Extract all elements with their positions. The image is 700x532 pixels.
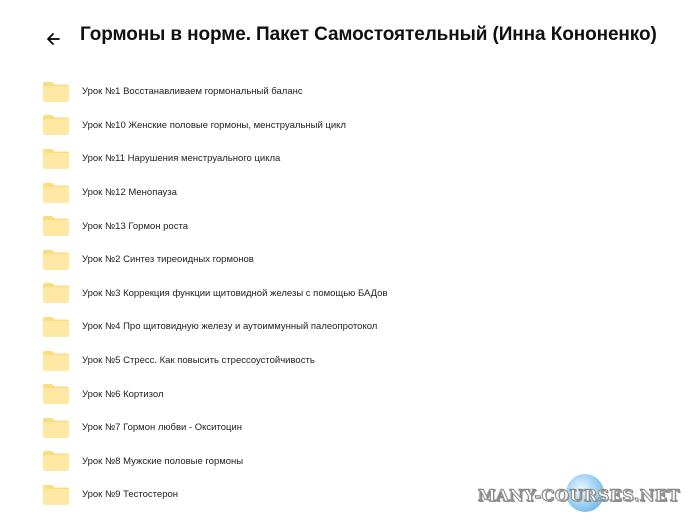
folder-item[interactable] [40,344,680,378]
back-button[interactable] [40,26,66,52]
folder-item[interactable] [40,176,680,210]
folder-item[interactable] [40,243,680,277]
folder-name: Урок №11 Нарушения менструального цикла [82,153,281,165]
folder-name: Урок №1 Восстанавливаем гормональный баланс [82,86,303,98]
folder-item[interactable] [40,310,680,344]
folder-list [40,75,680,512]
folder-icon [42,484,70,506]
folder-name: Урок №12 Менопауза [82,187,177,199]
watermark: MANY-COURSES.NET [478,486,681,505]
folder-name: Урок №3 Коррекция функции щитовидной железы с помощью БАДов [82,287,388,299]
folder-icon [42,114,70,136]
folder-icon [42,148,70,170]
folder-icon [42,182,70,204]
folder-icon [42,450,70,472]
folder-name: Урок №10 Женские половые гормоны, менструальный цикл [82,119,346,131]
folder-name: Урок №2 Синтез тиреоидных гормонов [82,254,254,266]
folder-icon [42,383,70,405]
folder-item[interactable] [40,377,680,411]
folder-icon [42,81,70,103]
folder-item[interactable] [40,142,680,176]
folder-name: Урок №6 Кортизол [82,388,164,400]
folder-icon [42,282,70,304]
folder-item[interactable] [40,209,680,243]
folder-item[interactable] [40,109,680,143]
folder-name: Урок №13 Гормон роста [82,220,188,232]
header [0,0,700,78]
folder-name: Урок №9 Тестостерон [82,489,179,501]
folder-name: Урок №5 Стресс. Как повысить стрессоустойчивость [82,355,315,367]
folder-icon [42,215,70,237]
page-title: Гормоны в норме. Пакет Самостоятельный (Инна Кононенко) [80,24,657,45]
folder-item[interactable] [40,411,680,445]
folder-name: Урок №4 Про щитовидную железу и аутоиммунный палеопротокол [82,321,378,333]
folder-icon [42,316,70,338]
folder-icon [42,249,70,271]
folder-item[interactable] [40,75,680,109]
folder-name: Урок №8 Мужские половые гормоны [82,455,244,467]
arrow-left-icon [45,31,61,47]
folder-item[interactable] [40,277,680,311]
folder-icon [42,350,70,372]
folder-name: Урок №7 Гормон любви - Окситоцин [82,422,242,434]
folder-icon [42,417,70,439]
